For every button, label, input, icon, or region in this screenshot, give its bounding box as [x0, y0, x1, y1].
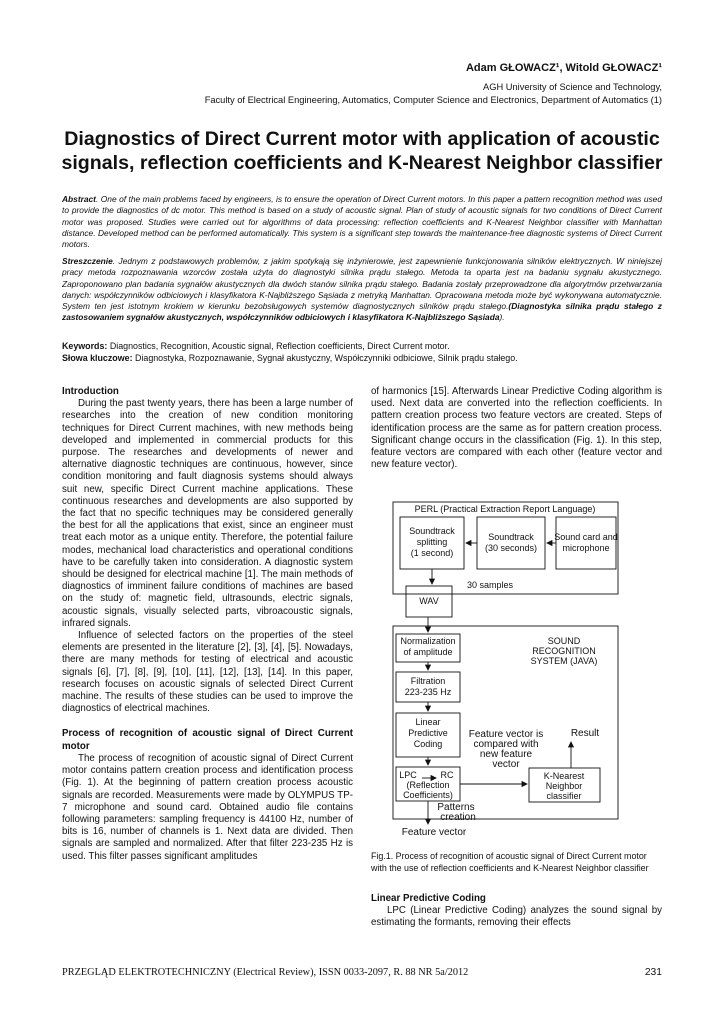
fv-line-2: compared with	[473, 739, 539, 750]
knn-line-3: classifier	[546, 791, 582, 801]
wav-label: WAV	[419, 596, 439, 606]
journal-footer: PRZEGLĄD ELEKTROTECHNICZNY (Electrical Review), ISSN 0033-2097, R. 88 NR 5a/2012	[62, 967, 469, 978]
lpc-heading: Linear Predictive Coding	[371, 893, 486, 904]
rc-lpc-label: LPC	[399, 770, 417, 780]
samples-label: 30 samples	[466, 580, 514, 590]
box-track-line-1: Soundtrack	[488, 532, 534, 542]
right-column-lpc	[371, 893, 662, 930]
perl-title: PERL (Practical Extraction Report Language)	[414, 504, 596, 514]
process-paragraph: The process of recognition of acoustic signal of Direct Current motor contains pattern creation process and identification process (Fig. 1). At the beginning of pattern creation process acoustic signals are recorded. Measurements were made by OLYMPUS TP-7 microphone and sound card. Obtained audio file contains following parameters: sampling frequency is 44100 Hz, number of bits is 16, number of channels is 1. Next data are divided. Then signals are sampled and normalized. After that filter 223-235 Hz is used. This filter passes significant amplitudes	[62, 752, 353, 862]
patterns-line-1: Patterns	[437, 802, 475, 813]
knn-line-2: Neighbor	[545, 781, 583, 791]
rc-line-2: (Reflection	[406, 780, 450, 790]
streszczenie-label: Streszczenie	[62, 256, 113, 266]
result-label: Result	[570, 728, 600, 739]
authors: Adam GŁOWACZ¹, Witold GŁOWACZ¹	[465, 62, 662, 74]
introduction-heading: Introduction	[62, 386, 119, 397]
title-line-2: signals, reflection coefficients and K-Nearest Neighbor classifier	[61, 152, 663, 174]
feature-vector-label: Feature vector	[401, 827, 467, 838]
filt-line-1: Filtration	[410, 676, 446, 686]
intro-paragraph-1: During the past twenty years, there has been a large number of researches into the creation of new condition monitoring techniques for Direct Current machines, with new methods being developed and implemented in commercial products for this purpose. The researches and developments of newer and alternative diagnostic techniques are continuous, however, since condition monitoring and fault diagnosis systems should always suit new, specific Direct Current machine applications. These continuous researches and developments are also supported by the fact that no specific techniques may be considered generally the best for all the applications that exist, since an engineer must treat each motor as a unique entity. Therefore, the potential failure modes, mechanical load characteristics and operational conditions have to be carefully taken into consideration. A diagnostic system should be designed for electrical machine [1]. The main methods of diagnostics of imminent failure conditions of machines are based on the study of: magnetic field, ultrasounds, electric signals, acoustic signals, visually selected parts, vibroacoustic signals, infrared signals.	[62, 398, 353, 629]
filt-line-2: 223-235 Hz	[404, 687, 452, 697]
abstract-text: . One of the main problems faced by engineers, is to ensure the operation of Direct Current motors. In this paper a pattern recognition method was used to provide the diagnostics of dc motor. This method is based on a study of acoustic signal. Plan of study of acoustic signals for two conditions of Direct Current motor was proposed. Studies were carried out for algorithms of data processing: reflection coefficients and K-Nearest Neighbor classifier with Manhattan distance. Developed method can be performed automatically. This system is a significant step towards the maintenance-free diagnostic systems of Direct Current motors.	[62, 194, 662, 250]
keywords-polish	[62, 352, 662, 364]
right-column-top	[371, 386, 662, 471]
page-number: 231	[644, 967, 662, 978]
paper-title	[40, 127, 684, 175]
keywords-pl-text: Diagnostyka, Rozpoznawanie, Sygnał akustyczny, Współczynniki odbiciowe, Silnik prądu stałego.	[132, 353, 518, 363]
streszczenie-tail: ).	[499, 312, 505, 323]
title-line-1: Diagnostics of Direct Current motor with application of acoustic	[64, 128, 660, 150]
figure-1-caption: Fig.1. Process of recognition of acoustic signal of Direct Current motor with the use of reflection coefficients and K-Nearest Neighbor classifier	[371, 851, 649, 873]
fv-line-3: new feature	[479, 749, 533, 760]
figure-1-diagram	[392, 496, 620, 840]
left-column	[62, 386, 353, 863]
system-line-3: SYSTEM (JAVA)	[530, 656, 598, 666]
affiliation-university: AGH University of Science and Technology,	[483, 82, 662, 92]
rc-rc-label: RC	[440, 770, 454, 780]
process-heading: Process of recognition of acoustic signal of Direct Current motor	[62, 728, 353, 752]
box-card-line-2: microphone	[562, 543, 610, 553]
affiliation-faculty: Faculty of Electrical Engineering, Automatics, Computer Science and Electronics, Department of Automatics (1)	[204, 95, 662, 105]
fv-line-4: vector	[492, 759, 520, 770]
box-card-line-1: Sound card and	[554, 532, 618, 542]
patterns-line-2: creation	[440, 812, 476, 823]
intro-paragraph-2: Influence of selected factors on the properties of the steel elements are presented in the literature [2], [3], [4], [5]. Nowadays, there are many methods for testing of electrical and acoustic signals [6], [7], [8], [9], [10], [11], [12], [13], [14]. In this paper, research focuses on acoustic signals of selected Direct Current machine. The results of these studies can be used to improve the diagnostics of electrical machines.	[62, 630, 353, 715]
system-line-1: SOUND	[547, 636, 581, 646]
box-split-line-2: splitting	[416, 537, 448, 547]
lpc-line-1: Linear	[415, 717, 441, 727]
norm-line-2: of amplitude	[403, 647, 453, 657]
keywords	[62, 340, 662, 352]
lpc-line-3: Coding	[413, 739, 443, 749]
norm-line-1: Normalization	[400, 636, 456, 646]
box-split-line-3: (1 second)	[410, 548, 454, 558]
box-track-line-2: (30 seconds)	[484, 543, 538, 553]
knn-line-1: K-Nearest	[543, 771, 585, 781]
streszczenie-bold-title: (Diagnostyka silnika prądu stałego z zastosowaniem sygnałów akustycznych, współczynników odbiciowych i klasyfikatora K-Najbliższego Sąsiada	[62, 301, 662, 323]
keywords-text: Diagnostics, Recognition, Acoustic signal, Reflection coefficients, Direct Current motor.	[107, 341, 450, 351]
fv-line-1: Feature vector is	[468, 729, 544, 740]
box-split-line-1: Soundtrack	[409, 526, 455, 536]
system-line-2: RECOGNITION	[532, 646, 596, 656]
abstract-label: Abstract	[62, 194, 96, 204]
right-paragraph-top: of harmonics [15]. Afterwards Linear Predictive Coding algorithm is used. Next data are converted into the reflection coefficients. In pattern creation process two feature vectors are created. Steps of identification process are the same as for pattern creation process. Significant change occurs in the classification (Fig. 1). In this step, feature vectors are compared with each other (feature vector and new feature vector).	[371, 386, 662, 471]
rc-line-3: Coefficients)	[403, 790, 453, 800]
streszczenie	[62, 256, 662, 324]
abstract	[62, 194, 662, 250]
lpc-paragraph: LPC (Linear Predictive Coding) analyzes the sound signal by estimating the formants, removing their effects	[371, 905, 662, 929]
streszczenie-text: . Jednym z podstawowych problemów, z jakim spotykają się inżynierowie, jest zapewnienie funkcjonowania silników elektrycznych. W niniejszej pracy metoda rozpoznawania wzorców została użyta do diagnostyki silnika prądu stałego. Metoda ta oparta jest na badaniu sygnału akustycznego. Zaproponowano plan badania sygnałów akustycznych dla dwóch stanów silnika prądu stałego. Badania zostały przeprowadzone dla algorytmów przetwarzania danych: współczynników odbiciowych i klasyfikatora K-Najbliższego Sąsiada z metryką Manhattan. Opracowana metoda może być wykonywana automatycznie. System ten jest istotnym krokiem w kierunku bezobsługowych systemów diagnostycznych silników prądu stałego.	[62, 256, 662, 312]
keywords-label: Keywords:	[62, 341, 108, 351]
keywords-pl-label: Słowa kluczowe:	[62, 353, 133, 363]
lpc-line-2: Predictive	[408, 728, 448, 738]
